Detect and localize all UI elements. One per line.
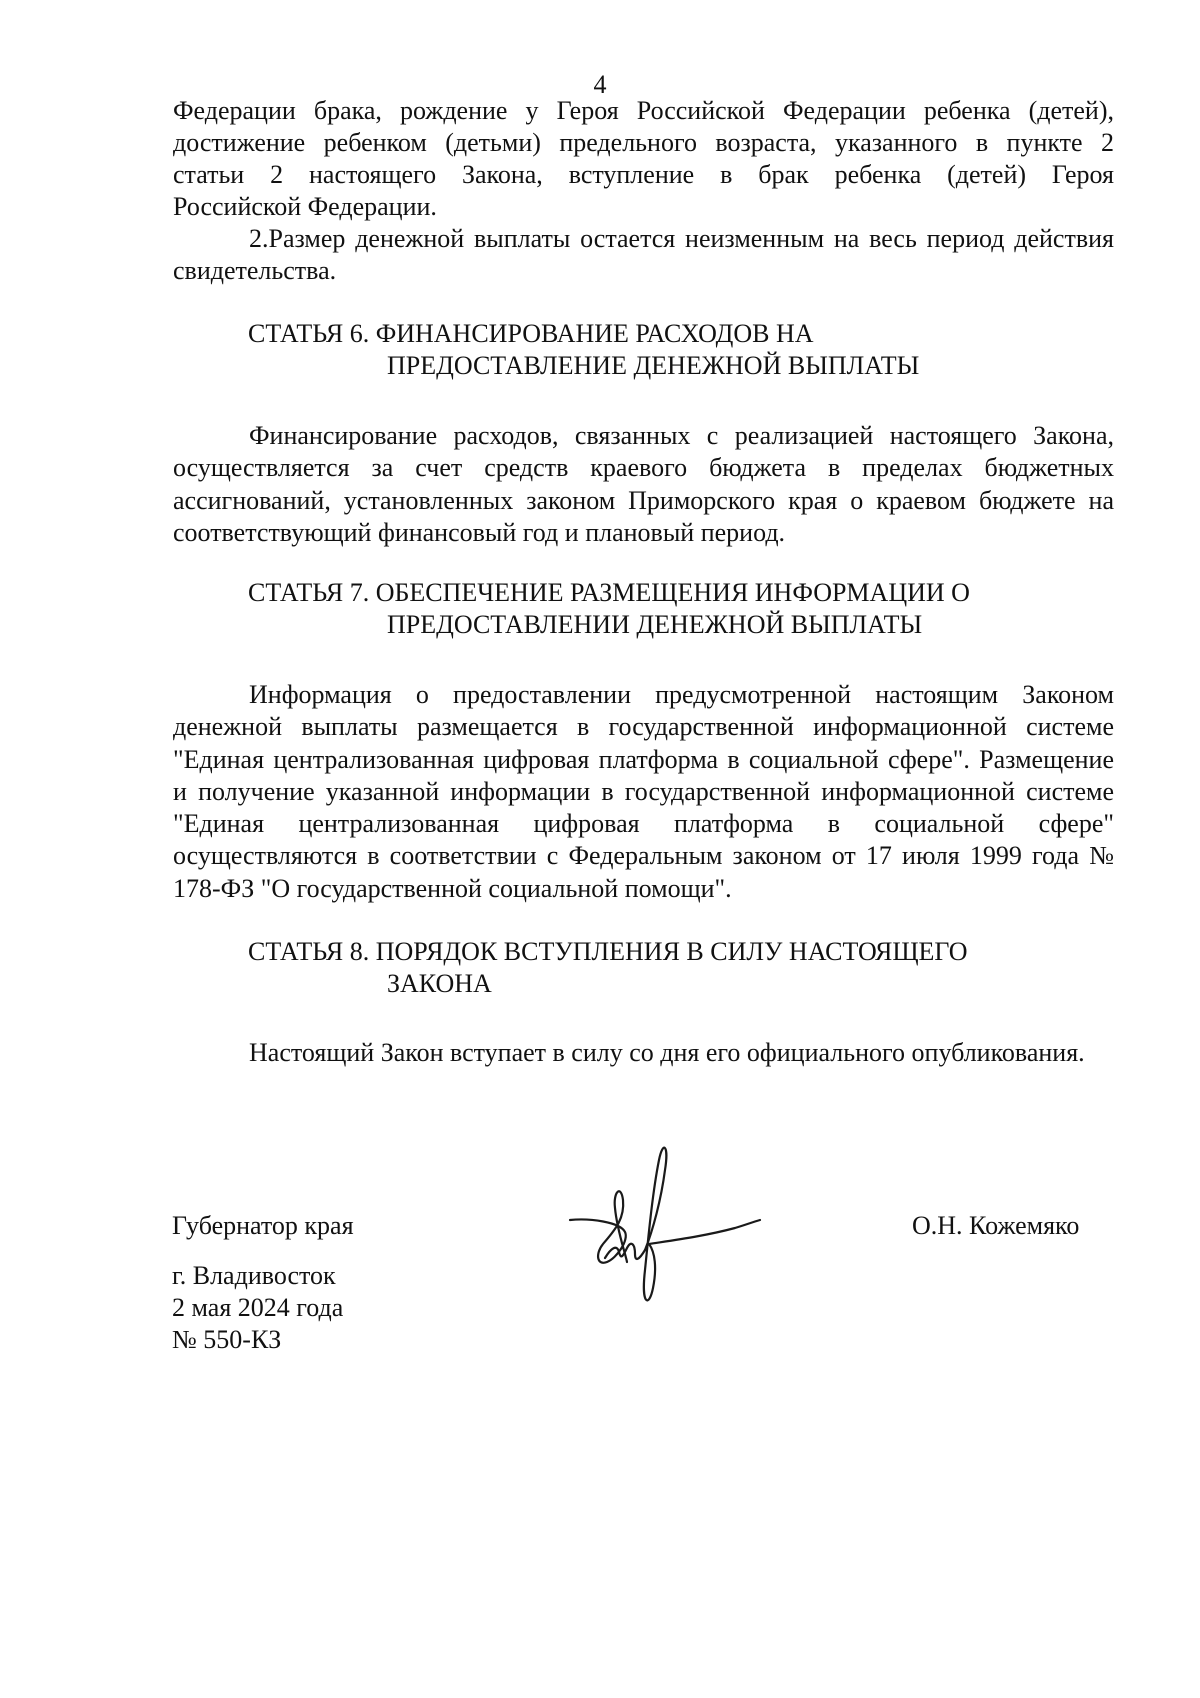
article-7-heading-line2: ПРЕДОСТАВЛЕНИИ ДЕНЕЖНОЙ ВЫПЛАТЫ <box>387 610 923 639</box>
article-8-text: Настоящий Закон вступает в силу со дня его официального опубликования. <box>249 1038 1085 1067</box>
article-6-text: Финансирование расходов, связанных с реализацией настоящего Закона, осуществляется за счет средств краевого бюджета в пределах бюджетных ассигнований, установленных законом Приморского края о краевом бюджете на соответствующий финансовый год и плановый период. <box>173 421 1114 547</box>
article-6-heading-line1: СТАТЬЯ 6. ФИНАНСИРОВАНИЕ РАСХОДОВ НА <box>248 319 814 348</box>
law-number: № 550-КЗ <box>172 1325 282 1354</box>
governor-position: Губернатор края <box>172 1211 354 1240</box>
article-6-heading-line2: ПРЕДОСТАВЛЕНИЕ ДЕНЕЖНОЙ ВЫПЛАТЫ <box>387 351 920 380</box>
article-8-heading-line2: ЗАКОНА <box>387 969 492 998</box>
continuation-line: Федерации брака, рождение у Героя Российской Федерации ребенка (детей), <box>173 96 1114 125</box>
signing-date: 2 мая 2024 года <box>172 1293 344 1322</box>
article-7-heading-line1: СТАТЬЯ 7. ОБЕСПЕЧЕНИЕ РАЗМЕЩЕНИЯ ИНФОРМАЦИИ О <box>248 578 970 607</box>
governor-name: О.Н. Кожемяко <box>912 1211 1080 1240</box>
point-2-paragraph: 2.Размер денежной выплаты остается неизменным на весь период действия свидетельства. <box>173 224 1114 286</box>
signature-icon <box>565 1140 765 1315</box>
continuation-line: Российской Федерации. <box>173 192 437 221</box>
page-number: 4 <box>593 70 607 99</box>
article-7-text: Информация о предоставлении предусмотренной настоящим Законом денежной выплаты размещается в государственной информационной системе "Единая централизованная цифровая платформа в социальной сфере". Размещение и получение указанной информации в государственной информационной системе "Единая централизованная цифровая платформа в социальной сфере" осуществляются в соответствии с Федеральным законом от 17 июля 1999 года № 178-ФЗ "О государственной социальной помощи". <box>173 680 1114 903</box>
article-8-heading-line1: СТАТЬЯ 8. ПОРЯДОК ВСТУПЛЕНИЯ В СИЛУ НАСТОЯЩЕГО <box>248 937 968 966</box>
continuation-line: достижение ребенком (детьми) предельного возраста, указанного в пункте 2 <box>173 128 1114 157</box>
signing-city: г. Владивосток <box>172 1261 336 1290</box>
continuation-line: статьи 2 настоящего Закона, вступление в брак ребенка (детей) Героя <box>173 160 1114 189</box>
